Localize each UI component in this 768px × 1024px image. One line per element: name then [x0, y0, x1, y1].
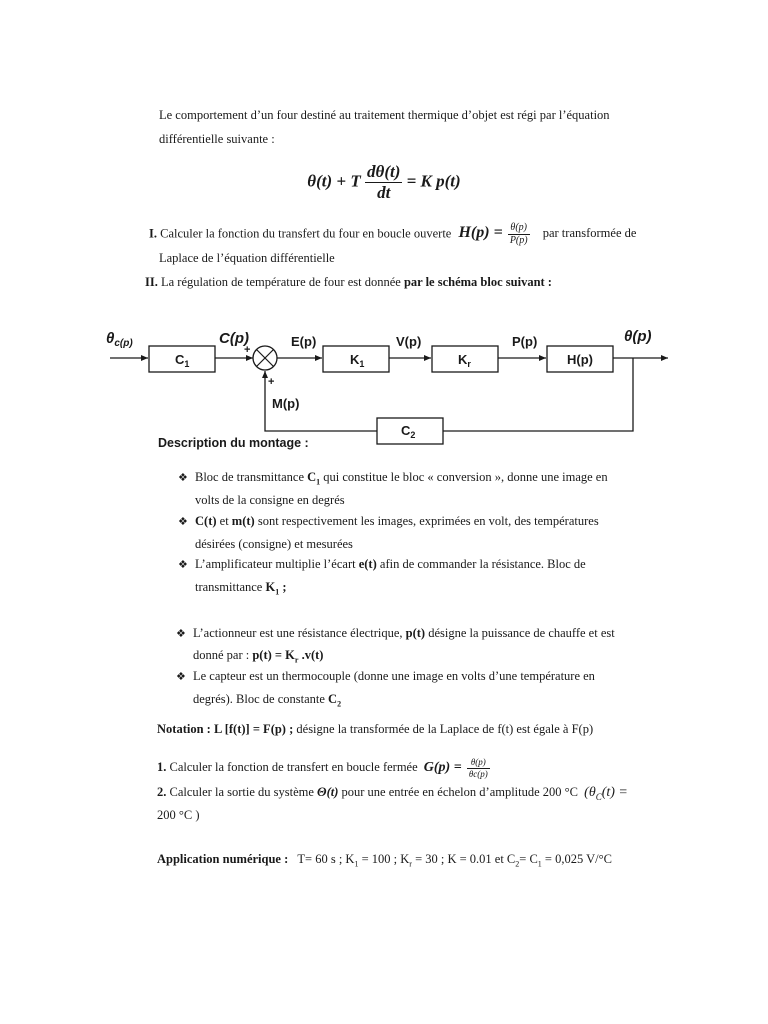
block-k1-label: $K_1$	[350, 352, 365, 369]
differential-equation	[0, 162, 768, 203]
bullet-4-line-1: L’actionneur est une résistance électrique, p(t) désigne la puissance de chauffe et est	[193, 626, 615, 640]
equation-derivative	[365, 162, 402, 203]
question-ii-text: La régulation de température de four est donnée	[160, 275, 401, 289]
question-2-line-2: 200 °C )	[157, 808, 200, 822]
bullet-1-line-2: volts de la consigne en degrés	[195, 493, 345, 507]
bullet-3-line-2: transmittance $K_1$ ;	[195, 580, 287, 597]
signal-m-label: M(p)	[272, 396, 300, 411]
question-i-line-2: Laplace de l’équation différentielle	[159, 251, 335, 265]
question-i-formula: H(p) =	[458, 224, 503, 242]
equation-lhs: θ(t) + T	[307, 171, 361, 191]
notation-line: Notation : L [f(t)] = F(p) ; désigne la transformée de la Laplace de f(t) est égale à F(p)	[157, 722, 594, 736]
question-ii-bold: par le schéma bloc suivant :	[403, 275, 552, 289]
bullet-diamond-icon: ❖	[176, 671, 186, 683]
output-label: θ(p)	[624, 328, 652, 345]
question-ii-label: II.	[145, 275, 158, 289]
signal-p-label: P(p)	[512, 334, 538, 349]
input-label: $\theta_{c(p)}$	[106, 330, 133, 349]
block-h-label: H(p)	[567, 352, 593, 367]
question-i-line-1	[149, 222, 636, 247]
bullet-4-line-2: donné par : $p(t) = K_r$ .v(t)	[193, 648, 324, 665]
sum-plus-top: +	[244, 344, 251, 356]
block-kr-label: $K_r$	[458, 352, 471, 369]
equation-rhs: = K p(t)	[406, 171, 461, 191]
intro-line-1: Le comportement d’un four destiné au traitement thermique d’objet est régi par l’équation	[159, 108, 610, 122]
equation-derivative-num: dθ(t)	[367, 162, 401, 181]
block-c2-label: $C_2$	[401, 423, 416, 440]
bullet-diamond-icon: ❖	[176, 628, 186, 640]
application-line: Application numérique : T= 60 s ; $K_1 = 100$ ; $K_r = 30$ ; K = 0.01 et $C_2= C_1 = 0,025$ V/°C	[157, 852, 612, 869]
bullet-diamond-icon: ❖	[178, 472, 188, 484]
description-title: Description du montage :	[158, 436, 309, 450]
intro-line-2: différentielle suivante :	[159, 132, 275, 146]
bullet-diamond-icon: ❖	[178, 559, 188, 571]
question-i-fraction-num: θ(p)	[508, 222, 530, 235]
block-c1-label: $C_1$	[175, 352, 190, 369]
signal-e-label: E(p)	[291, 334, 317, 349]
bullet-2-line-2: désirées (consigne) et mesurées	[195, 537, 353, 551]
question-i-text: Calculer la fonction du transfert du four en boucle ouverte	[160, 226, 452, 241]
question-i-fraction-den: P(p)	[509, 235, 528, 246]
signal-v-label: V(p)	[396, 334, 422, 349]
question-i-tail: par transformée de	[542, 226, 637, 241]
question-i-label: I.	[149, 226, 157, 241]
equation-derivative-den: dt	[377, 183, 391, 202]
bullet-2-line-1: C(t) et m(t) sont respectivement les images, exprimées en volt, des températures	[195, 514, 599, 528]
sum-plus-bottom: +	[268, 376, 275, 388]
signal-c-label: C(p)	[219, 330, 249, 347]
bullet-1-line-1: Bloc de transmittance $C_1$ qui constitue le bloc « conversion », donne une image en	[195, 470, 608, 487]
question-i-fraction	[508, 222, 530, 247]
bullet-3-line-1: L’amplificateur multiplie l’écart e(t) afin de commander la résistance. Bloc de	[195, 557, 586, 571]
question-ii-line	[145, 275, 552, 290]
question-1-line: 1. Calculer la fonction de transfert en boucle fermée G(p) = $\frac{\theta(p)}{\theta c(p)}$	[157, 757, 488, 779]
bullet-diamond-icon: ❖	[178, 516, 188, 528]
question-2-line-1: 2. Calculer la sortie du système Θ(t) pour une entrée en échelon d’amplitude 200 °C ($\theta_C(t)$ =	[157, 785, 628, 802]
bullet-5-line-1: Le capteur est un thermocouple (donne une image en volts d’une température en	[193, 669, 595, 683]
bullet-5-line-2: degrés). Bloc de constante $C_2$	[193, 692, 342, 709]
